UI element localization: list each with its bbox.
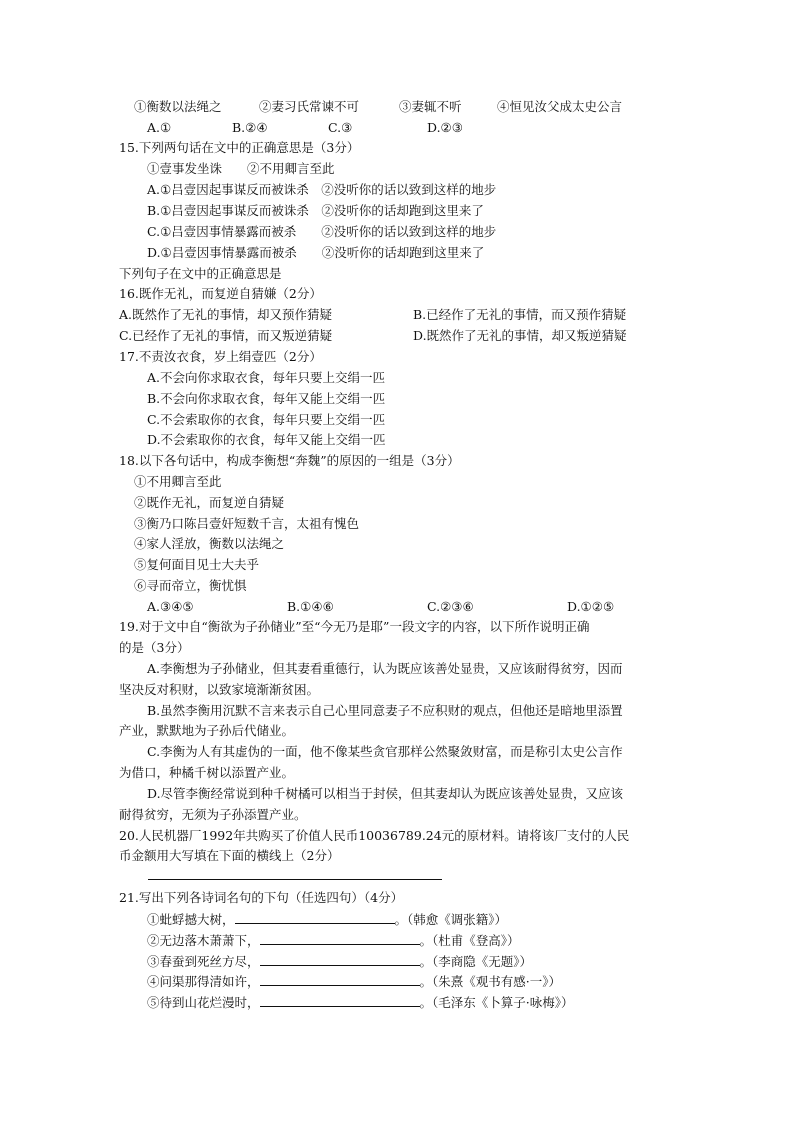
- q15-option-c: C.①吕壹因事情暴露而被杀 ②没听你的话以致到这样的地步: [147, 224, 497, 239]
- q19-option-a-line1: A.李衡想为子孙储业，但其妻看重德行，认为既应该善处显贵，又应该耐得贫穷，因而: [147, 661, 623, 676]
- q19-option-d-line1: D.尽管李衡经常说到种千树橘可以相当于封侯，但其妻却认为既应该善处显贵，又应该: [147, 786, 624, 801]
- q14-item-4: ④恒见汝父成太史公言: [497, 99, 623, 114]
- q18-item-3: ③衡乃口陈吕壹奸短数千言，太祖有愧色: [134, 516, 360, 531]
- q16-option-a: A.既然作了无礼的事情，却又预作猜疑: [119, 307, 333, 322]
- q18-item-6: ⑥寻而帝立，衡忧惧: [134, 578, 247, 593]
- section-intro: 下列句子在文中的正确意思是: [119, 266, 282, 281]
- q18-item-2: ②既作无礼，而复逆自猜疑: [134, 495, 285, 510]
- q18-option-d: D.①②⑤: [567, 599, 615, 614]
- q21-item-5-source: 。（毛泽东《卜算子·咏梅》）: [419, 995, 574, 1010]
- q19-title-line1: 19.对于文中自“衡欲为子孙储业”至“今无乃是耶”一段文字的内容，以下所作说明正确: [119, 619, 590, 634]
- q20-answer-line[interactable]: [148, 879, 442, 880]
- q21-item-3-blank[interactable]: [260, 951, 420, 966]
- q21-item-1-blank[interactable]: [235, 909, 395, 924]
- q14-option-a: A.①: [147, 120, 172, 135]
- q16-option-d: D.既然作了无礼的事情，却又叛逆猜疑: [413, 328, 627, 343]
- q19-option-c-line2: 为借口，种橘千树以添置产业。: [119, 765, 295, 780]
- q16-option-c: C.已经作了无礼的事情，而又叛逆猜疑: [119, 328, 333, 343]
- q18-option-b: B.①④⑥: [287, 599, 334, 614]
- q21-title: 21.写出下列各诗词名句的下句（任选四句）（4分）: [119, 890, 404, 905]
- q21-item-4: [147, 971, 561, 992]
- q21-item-4-first: ④问渠那得清如许，: [147, 974, 260, 989]
- q17-option-a: A.不会向你求取衣食，每年只要上交绢一匹: [147, 370, 386, 385]
- q15-option-a: A.①吕壹因起事谋反而被诛杀 ②没听你的话以致到这样的地步: [147, 182, 497, 197]
- q21-item-2-blank[interactable]: [260, 930, 420, 945]
- q15-option-d: D.①吕壹因事情暴露而被杀 ②没听你的话却跑到这里来了: [147, 245, 485, 260]
- q21-item-2-first: ②无边落木萧萧下，: [147, 933, 260, 948]
- q20-line2: 币金额用大写填在下面的横线上（2分）: [119, 848, 340, 863]
- q14-option-c: C.③: [328, 120, 353, 135]
- q21-item-5-blank[interactable]: [260, 992, 420, 1007]
- q15-sentences: ①壹事发坐诛 ②不用卿言至此: [147, 161, 335, 176]
- q18-option-a: A.③④⑤: [147, 599, 194, 614]
- q21-item-5-first: ⑤待到山花烂漫时，: [147, 995, 260, 1010]
- q21-item-4-source: 。（朱熹《观书有感·一》）: [419, 974, 561, 989]
- q21-item-5: [147, 992, 574, 1013]
- q14-option-b: B.②④: [232, 120, 268, 135]
- q19-option-b-line2: 产业，默默地为子孙后代储业。: [119, 723, 295, 738]
- q19-title-line2: 的是（3分）: [119, 640, 190, 655]
- q19-option-d-line2: 耐得贫穷，无须为子孙添置产业。: [119, 807, 307, 822]
- q18-item-1: ①不用卿言至此: [134, 474, 222, 489]
- q21-item-3-first: ③春蚕到死丝方尽，: [147, 954, 260, 969]
- q20-line1: 20.人民机器厂1992年共购买了价值人民币10036789.24元的原材料。请将该厂支付的人民: [119, 828, 630, 843]
- q14-item-2: ②妻习氏常谏不可: [259, 99, 360, 114]
- q17-option-d: D.不会索取你的衣食，每年又能上交绢一匹: [147, 432, 386, 447]
- q21-item-2-source: 。（杜甫《登高》）: [419, 933, 520, 948]
- q14-item-1: ①衡数以法绳之: [134, 99, 222, 114]
- q19-option-a-line2: 坚决反对积财，以致家境渐渐贫困。: [119, 682, 320, 697]
- q16-option-b: B.已经作了无礼的事情，而又预作猜疑: [413, 307, 627, 322]
- q18-option-c: C.②③⑥: [427, 599, 474, 614]
- q15-option-b: B.①吕壹因起事谋反而被诛杀 ②没听你的话却跑到这里来了: [147, 203, 484, 218]
- q18-item-4: ④家人淫放，衡数以法绳之: [134, 536, 285, 551]
- q14-option-d: D.②③: [427, 120, 463, 135]
- q16-title: 16.既作无礼，而复逆自猜嫌（2分）: [119, 286, 322, 301]
- q17-option-b: B.不会向你求取衣食，每年又能上交绢一匹: [147, 391, 386, 406]
- q14-item-3: ③妻辄不听: [399, 99, 462, 114]
- q17-option-c: C.不会索取你的衣食，每年只要上交绢一匹: [147, 412, 386, 427]
- q17-title: 17.不责汝衣食，岁上绢壹匹（2分）: [119, 349, 322, 364]
- q19-option-c-line1: C.李衡为人有其虚伪的一面，他不像某些贪官那样公然聚敛财富，而是称引太史公言作: [147, 744, 623, 759]
- q21-item-1: [147, 909, 507, 930]
- q21-item-1-source: 。（韩愈《调张籍》）: [394, 912, 508, 927]
- q18-title: 18.以下各句话中，构成李衡想“奔魏”的原因的一组是（3分）: [119, 453, 460, 468]
- q21-item-3-source: 。（李商隐《无题》）: [419, 954, 533, 969]
- q18-item-5: ⑤复何面目见士大夫乎: [134, 557, 260, 572]
- q15-title: 15.下列两句话在文中的正确意思是（3分）: [119, 140, 360, 155]
- q21-item-3: [147, 951, 532, 972]
- q21-item-1-first: ①蚍蜉撼大树，: [147, 912, 235, 927]
- q21-item-2: [147, 930, 520, 951]
- q21-item-4-blank[interactable]: [260, 971, 420, 986]
- q19-option-b-line1: B.虽然李衡用沉默不言来表示自己心里同意妻子不应积财的观点，但他还是暗地里添置: [147, 703, 623, 718]
